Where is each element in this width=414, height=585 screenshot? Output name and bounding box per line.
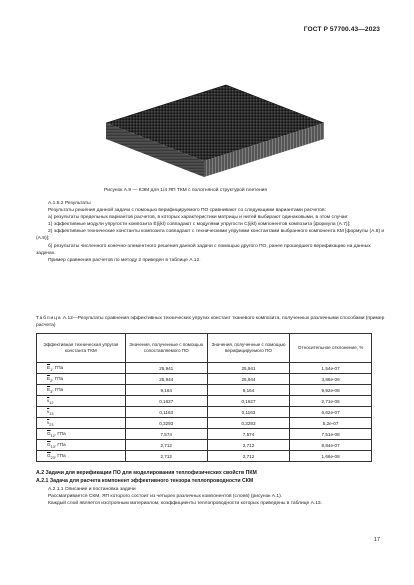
constant-cell [37,429,126,440]
value-cell: 0,1163 [207,407,289,418]
constant-symbol: $\overline{G}$ [47,441,51,447]
deviation-cell: 1,66e-08 [290,451,372,462]
constant-subscript: 12 [49,400,54,405]
table-header-row [37,334,372,363]
table-row [37,385,372,396]
constant-cell [37,385,126,396]
deviation-cell: 5,2e-07 [290,418,372,429]
value-cell: 0,3293 [207,418,289,429]
list-item: б) результаты численного конечно-элементного решения данной задачи с помощью другого ПО, ранее прошедшего верификацию на данных задачах. [36,243,371,256]
table-row [37,429,372,440]
table-row [37,363,372,374]
table-row [37,440,372,451]
constant-subscript: 13 [50,444,55,449]
value-cell: 7,574 [207,429,289,440]
table-caption [36,315,386,329]
paragraph: Каждый слой является изотропным материалом, коэффициенты теплопроводности которых приведены в таблице А.13. [48,501,323,507]
constant-subscript: 23 [49,422,54,427]
value-cell: 25,941 [125,363,207,374]
table-caption-text: А.12—Результаты сравнения эффективных технических упругих констант тканевого композита, полученных различными способами (пример расчета) [36,316,385,328]
section-a152 [36,200,386,264]
value-cell: 9,164 [207,385,289,396]
constant-unit: , ГПа [54,441,66,447]
constant-cell [37,440,126,451]
table-caption-prefix: Таблица [36,316,62,321]
deviation-cell: 1,54e-07 [290,363,372,374]
value-cell: 2,712 [207,451,289,462]
constant-symbol: $\overline{\nu}$ [47,419,50,425]
figure-caption: Рисунок А.9 — КЭМ для 1/4 ЯП ТКМ с полотняной структурой плетения [104,188,268,193]
value-cell: 2,712 [207,440,289,451]
constant-unit: , ГПа [54,452,66,458]
subsection-heading: А.2.1.1 Описание и постановка задачи [48,487,136,492]
value-cell: 7,574 [125,429,207,440]
constant-subscript: 12 [50,433,55,438]
list-item: а) результаты предельных вариантов расчетов, в которых характеристики матрицы и нитей выбирают одинаковыми, в этом случае: [48,215,349,221]
constant-cell [37,363,126,374]
constant-subscript: 13 [49,411,54,416]
constant-subscript: 3 [50,389,53,394]
constant-unit: , ГПа [52,386,64,392]
standard-code: ГОСТ Р 57700.43—2023 [303,26,380,33]
constant-cell [37,396,126,407]
constant-symbol: $\overline{E}$ [47,375,51,381]
deviation-cell: 6,62e-07 [290,407,372,418]
constant-subscript: 2 [50,378,53,383]
value-cell: 25,941 [207,363,289,374]
value-cell: 0,3293 [125,418,207,429]
table-row [37,418,372,429]
section-a211 [36,486,386,507]
constant-symbol: $\overline{E}$ [47,386,51,392]
page-number: 17 [373,537,380,543]
value-cell: 0,1627 [207,396,289,407]
constant-symbol: $\overline{\nu}$ [47,408,50,414]
constant-symbol: $\overline{G}$ [47,430,51,436]
constant-cell [37,407,126,418]
constant-cell [37,374,126,385]
constant-unit: , ГПа [52,375,64,381]
constant-symbol: $\overline{E}$ [47,364,51,370]
column-header: Относительное отклонение, % [290,334,372,363]
value-cell: 0,1163 [125,407,207,418]
section-a21-heading: А.2.1 Задача для расчета компонент эффективного тензора теплопроводности СКМ [36,478,254,484]
constant-subscript: 23 [50,455,55,460]
value-cell: 25,944 [207,374,289,385]
value-cell: 2,712 [125,451,207,462]
value-cell: 2,712 [125,440,207,451]
column-header: Значения, полученные с помощью сопоставляемого ПО [125,334,207,363]
list-item: 2) эффективные технические константы композита совпадают с техническими упругими константами выбранного компонента КМ [формулы (А.8) и (А.9)]; [36,229,385,242]
results-table [36,333,372,462]
section-heading: А.1.5.2 Результаты [48,201,91,206]
deviation-cell: 7,51e-08 [290,429,372,440]
deviation-cell: 9,92e-08 [290,385,372,396]
table-row [37,374,372,385]
constant-cell [37,418,126,429]
value-cell: 0,1627 [125,396,207,407]
constant-symbol: $\overline{\nu}$ [47,397,50,403]
constant-cell [37,451,126,462]
paragraph: Результаты решения данной задачи с помощью верифицируемого ПО сравнивают со следующими вариантами расчетов: [48,208,326,214]
deviation-cell: 8,84e-07 [290,440,372,451]
table-row [37,451,372,462]
column-header: Эффективная техническая упругая константа ТКМ [37,334,126,363]
constant-subscript: 1 [50,367,53,372]
paragraph: Рассматривается СКМ, ЯП которого состоит из четырех различных компонентов (слоев) (рисунок А.1). [48,494,283,500]
deviation-cell: 2,71e-06 [290,396,372,407]
list-item: 1) эффективные модули упругости композита Ē(ijkl) совпадают с модулями упругости C(ijkl) компонентов композита [формула (А.7)]; [48,222,351,228]
value-cell: 9,164 [125,385,207,396]
section-a2-heading: А.2 Задачи для верификации ПО для моделирования теплофизических свойств ПКМ [36,470,257,476]
deviation-cell: 3,86e-09 [290,374,372,385]
table-row [37,407,372,418]
constant-symbol: $\overline{G}$ [47,452,51,458]
table-row [37,396,372,407]
constant-unit: , ГПа [54,430,66,436]
paragraph: Пример сравнения расчетов по методу 2 приведен в таблице А.12. [48,257,201,263]
value-cell: 25,944 [125,374,207,385]
column-header: Значения, полученные с помощью верифицируемого ПО [207,334,289,363]
constant-unit: , ГПа [52,364,64,370]
